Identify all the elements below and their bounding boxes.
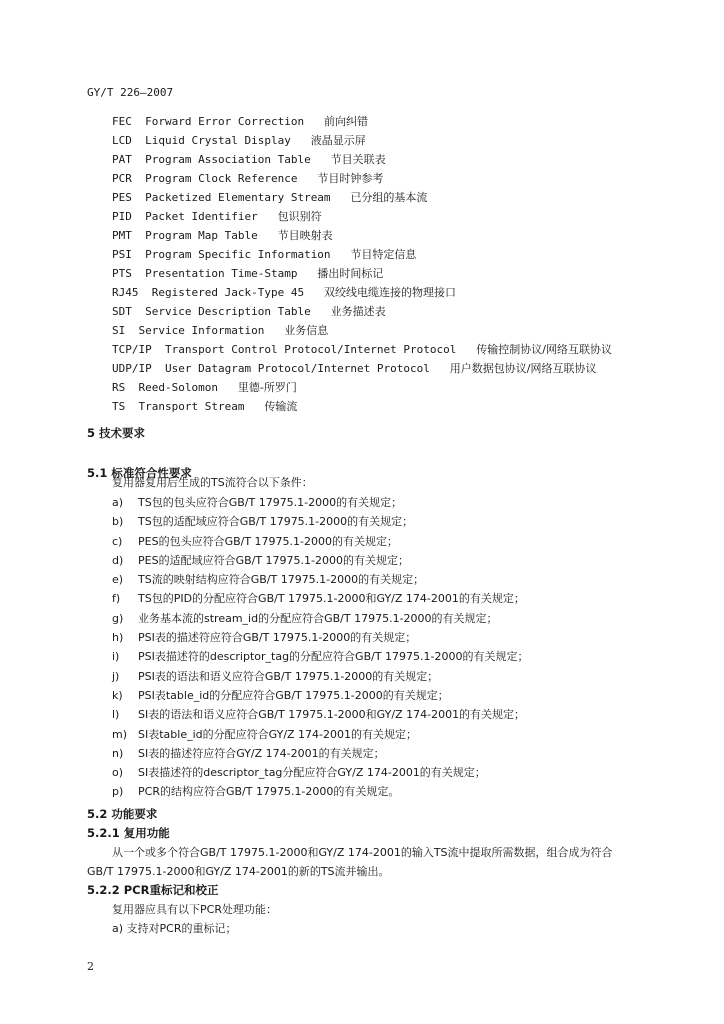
abbreviation-chinese: 业务信息 xyxy=(284,324,329,337)
abbreviation-row xyxy=(112,150,612,169)
requirement-item xyxy=(112,493,529,512)
abbreviation-row xyxy=(112,283,612,302)
requirement-item xyxy=(112,667,529,686)
abbreviation-row xyxy=(112,264,612,283)
abbreviation-chinese: 传输控制协议/网络互联协议 xyxy=(476,343,612,356)
requirement-text: TS包的包头应符合GB/T 17975.1-2000的有关规定； xyxy=(138,496,403,509)
requirement-item xyxy=(112,570,529,589)
abbreviation-row xyxy=(112,397,612,416)
abbreviation-row xyxy=(112,359,612,378)
abbreviation-code: PTS xyxy=(112,267,132,280)
abbreviation-english: Packet Identifier xyxy=(145,210,258,223)
section-5-heading: 5 技术要求 xyxy=(87,426,146,440)
abbreviation-chinese: 节目时钟参考 xyxy=(317,172,384,185)
requirement-label: e) xyxy=(112,573,124,587)
abbreviation-chinese: 包识别符 xyxy=(277,210,322,223)
requirement-label: p) xyxy=(112,785,124,799)
abbreviation-chinese: 用户数据包协议/网络互联协议 xyxy=(449,362,597,375)
requirement-label: l) xyxy=(112,708,120,722)
abbreviation-row xyxy=(112,112,612,131)
requirement-label: h) xyxy=(112,631,124,645)
abbreviation-row xyxy=(112,188,612,207)
abbreviation-chinese: 节目特定信息 xyxy=(350,248,417,261)
requirement-label: j) xyxy=(112,669,120,683)
section-5-2-heading: 5.2 功能要求 xyxy=(87,807,158,821)
requirement-label: b) xyxy=(112,515,124,529)
abbreviation-chinese: 业务描述表 xyxy=(330,305,386,318)
requirement-label: i) xyxy=(112,650,120,664)
requirement-label: o) xyxy=(112,766,124,780)
abbreviation-row xyxy=(112,302,612,321)
abbreviation-row xyxy=(112,245,612,264)
section-5-1-intro: 复用器复用后生成的TS流符合以下条件： xyxy=(112,476,313,489)
requirement-text: TS包的PID的分配应符合GB/T 17975.1-2000和GY/Z 174-2001的有关规定； xyxy=(138,592,525,606)
abbreviation-english: Forward Error Correction xyxy=(145,115,305,128)
requirement-item xyxy=(112,744,529,763)
abbreviation-code: UDP/IP xyxy=(112,362,152,375)
requirement-text: PSI表描述符的descriptor_tag的分配应符合GB/T 17975.1-2000的有关规定； xyxy=(138,650,529,664)
abbreviation-english: Program Specific Information xyxy=(145,248,331,261)
requirement-text: PSI表的语法和语义应符合GB/T 17975.1-2000的有关规定； xyxy=(138,669,439,683)
abbreviation-chinese: 播出时间标记 xyxy=(317,267,384,280)
requirement-label: g) xyxy=(112,611,124,625)
requirement-label: m) xyxy=(112,727,128,741)
abbreviation-english: Program Map Table xyxy=(145,229,258,242)
requirement-text: PSI表table_id的分配应符合GB/T 17975.1-2000的有关规定； xyxy=(138,688,449,702)
abbreviation-english: Registered Jack-Type 45 xyxy=(151,286,305,299)
abbreviation-code: RS xyxy=(112,381,126,394)
abbreviation-row xyxy=(112,321,612,340)
requirement-item xyxy=(112,609,529,628)
abbreviation-list xyxy=(112,112,612,416)
requirement-item xyxy=(112,647,529,666)
requirement-item xyxy=(112,532,529,551)
abbreviation-chinese: 节目映射表 xyxy=(277,229,333,242)
abbreviation-english: Program Association Table xyxy=(145,153,311,166)
section-5-2-1-heading: 5.2.1 复用功能 xyxy=(87,826,170,840)
abbreviation-code: PCR xyxy=(112,172,132,185)
requirement-text: SI表table_id的分配应符合GY/Z 174-2001的有关规定； xyxy=(138,727,418,741)
requirement-text: TS包的适配域应符合GB/T 17975.1-2000的有关规定； xyxy=(138,515,414,529)
abbreviation-row xyxy=(112,207,612,226)
abbreviation-english: Liquid Crystal Display xyxy=(145,134,291,147)
requirement-text: SI表描述符的descriptor_tag分配应符合GY/Z 174-2001的有关规定； xyxy=(138,766,486,780)
requirement-label: k) xyxy=(112,688,123,702)
requirement-label: a) xyxy=(112,496,124,509)
abbreviation-code: TCP/IP xyxy=(112,343,152,356)
abbreviation-row xyxy=(112,131,612,150)
abbreviation-row xyxy=(112,169,612,188)
abbreviation-english: User Datagram Protocol/Internet Protocol xyxy=(165,362,430,375)
abbreviation-chinese: 前向纠错 xyxy=(323,115,368,128)
section-5-2-2-heading: 5.2.2 PCR重标记和校正 xyxy=(87,883,219,897)
abbreviation-english: Packetized Elementary Stream xyxy=(145,191,331,204)
requirement-item xyxy=(112,589,529,608)
abbreviation-chinese: 双绞线电缆连接的物理接口 xyxy=(323,286,456,299)
abbreviation-row xyxy=(112,340,612,359)
requirement-label: n) xyxy=(112,746,124,760)
abbreviation-row xyxy=(112,378,612,397)
abbreviation-english: Program Clock Reference xyxy=(145,172,298,185)
requirement-text: PES的适配域应符合GB/T 17975.1-2000的有关规定； xyxy=(138,553,410,567)
requirement-text: SI表的语法和语义应符合GB/T 17975.1-2000和GY/Z 174-2001的有关规定； xyxy=(138,708,526,722)
abbreviation-english: Reed-Solomon xyxy=(138,381,218,394)
abbreviation-code: PES xyxy=(112,191,132,204)
section-5-2-1-paragraph-line1: 从一个或多个符合GB/T 17975.1-2000和GY/Z 174-2001的输入TS流中提取所需数据，组合成为符合 xyxy=(112,846,613,859)
requirement-text: PES的包头应符合GB/T 17975.1-2000的有关规定； xyxy=(138,534,399,548)
abbreviation-code: SDT xyxy=(112,305,132,318)
abbreviation-chinese: 节目关联表 xyxy=(330,153,386,166)
requirement-item xyxy=(112,628,529,647)
abbreviation-code: PID xyxy=(112,210,132,223)
requirement-item xyxy=(112,705,529,724)
requirement-item xyxy=(112,782,529,801)
abbreviation-row xyxy=(112,226,612,245)
requirement-item xyxy=(112,725,529,744)
abbreviation-english: Transport Control Protocol/Internet Protocol xyxy=(165,343,457,356)
requirement-item xyxy=(112,763,529,782)
abbreviation-chinese: 里德-所罗门 xyxy=(237,381,297,394)
abbreviation-english: Service Information xyxy=(138,324,265,337)
requirement-text: TS流的映射结构应符合GB/T 17975.1-2000的有关规定； xyxy=(138,573,425,587)
requirement-item xyxy=(112,551,529,570)
page-number: 2 xyxy=(87,960,94,973)
abbreviation-english: Presentation Time-Stamp xyxy=(145,267,298,280)
document-id-header: GY/T 226—2007 xyxy=(87,86,174,99)
requirement-label: c) xyxy=(112,534,123,548)
abbreviation-code: TS xyxy=(112,400,126,413)
requirement-item xyxy=(112,512,529,531)
abbreviation-code: FEC xyxy=(112,115,132,128)
section-5-1-heading: 5.1 标准符合性要求 xyxy=(87,466,192,480)
section-5-2-1-paragraph-line2: GB/T 17975.1-2000和GY/Z 174-2001的新的TS流并输出。 xyxy=(87,865,390,878)
abbreviation-code: LCD xyxy=(112,134,132,147)
abbreviation-english: Service Description Table xyxy=(145,305,311,318)
abbreviation-chinese: 液晶显示屏 xyxy=(310,134,366,147)
abbreviation-code: SI xyxy=(112,324,126,337)
requirement-item xyxy=(112,686,529,705)
requirement-text: 业务基本流的stream_id的分配应符合GB/T 17975.1-2000的有关规定； xyxy=(138,611,498,625)
abbreviation-english: Transport Stream xyxy=(138,400,245,413)
requirements-list xyxy=(112,493,529,802)
requirement-label: d) xyxy=(112,553,124,567)
requirement-text: SI表的描述符应符合GY/Z 174-2001的有关规定； xyxy=(138,746,385,760)
abbreviation-code: PMT xyxy=(112,229,132,242)
requirement-label: f) xyxy=(112,592,121,606)
abbreviation-code: RJ45 xyxy=(112,286,139,299)
abbreviation-code: PSI xyxy=(112,248,132,261)
abbreviation-chinese: 传输流 xyxy=(264,400,298,413)
section-5-2-2-intro: 复用器应具有以下PCR处理功能： xyxy=(112,903,277,916)
requirement-text: PCR的结构应符合GB/T 17975.1-2000的有关规定。 xyxy=(138,785,400,799)
requirement-text: PSI表的描述符应符合GB/T 17975.1-2000的有关规定； xyxy=(138,631,417,645)
section-5-2-2-item-a: a) 支持对PCR的重标记； xyxy=(112,922,237,935)
abbreviation-chinese: 已分组的基本流 xyxy=(350,191,428,204)
abbreviation-code: PAT xyxy=(112,153,132,166)
